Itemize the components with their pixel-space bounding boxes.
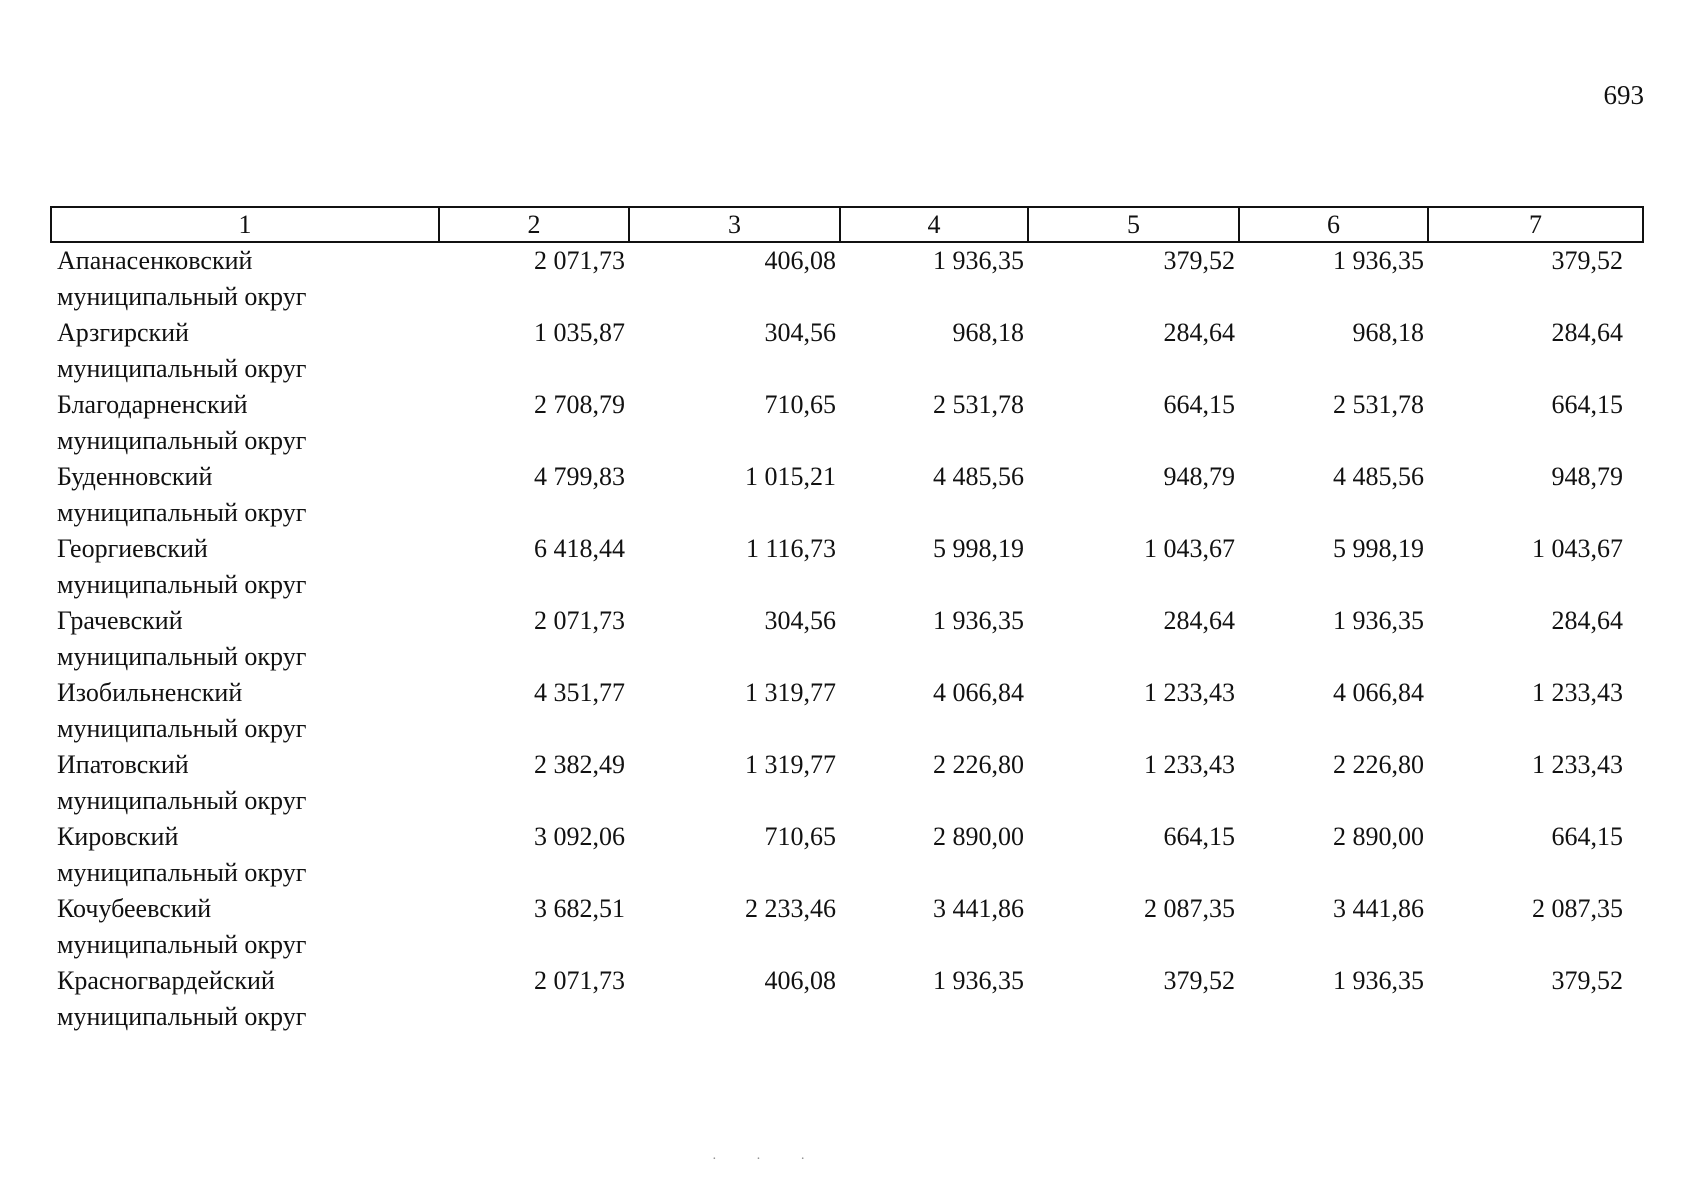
value-cell-col-3: 2 233,46 [745, 894, 836, 923]
row-name-cell: Грачевский муниципальный округ [57, 606, 307, 671]
value-cell-col-7: 284,64 [1551, 606, 1623, 635]
value-cell-col-4: 1 936,35 [933, 606, 1024, 635]
value-cell-col-7: 379,52 [1551, 966, 1623, 995]
value-cell-col-5: 379,52 [1163, 966, 1235, 995]
column-header-3: 3 [629, 207, 840, 242]
column-header-7: 7 [1428, 207, 1643, 242]
value-cell-col-6: 2 226,80 [1333, 750, 1424, 779]
value-cell-col-4: 968,18 [952, 318, 1024, 347]
row-name-cell: Кировский муниципальный округ [57, 822, 307, 887]
row-name-cell: Буденновский муниципальный округ [57, 462, 307, 527]
value-cell-col-2: 3 092,06 [534, 822, 625, 851]
value-cell-col-3: 710,65 [764, 390, 836, 419]
row-name-cell: Изобильненский муниципальный округ [57, 678, 307, 743]
value-cell-col-4: 1 936,35 [933, 246, 1024, 275]
column-header-5: 5 [1028, 207, 1239, 242]
value-cell-col-5: 1 043,67 [1144, 534, 1235, 563]
value-cell-col-6: 1 936,35 [1333, 966, 1424, 995]
value-cell-col-4: 2 226,80 [933, 750, 1024, 779]
value-cell-col-3: 1 116,73 [745, 534, 836, 563]
row-name-cell: Красногвардейский муниципальный округ [57, 966, 307, 1031]
value-cell-col-2: 1 035,87 [534, 318, 625, 347]
table-row [51, 819, 1643, 891]
value-cell-col-2: 4 799,83 [534, 462, 625, 491]
value-cell-col-5: 1 233,43 [1144, 678, 1235, 707]
value-cell-col-6: 968,18 [1352, 318, 1424, 347]
table-row [51, 747, 1643, 819]
value-cell-col-5: 284,64 [1163, 318, 1235, 347]
row-name-cell: Арзгирский муниципальный округ [57, 318, 307, 383]
table-row [51, 891, 1643, 963]
value-cell-col-7: 664,15 [1551, 390, 1623, 419]
row-name-cell: Апанасенковский муниципальный округ [57, 246, 307, 311]
value-cell-col-3: 406,08 [764, 246, 836, 275]
value-cell-col-2: 2 708,79 [534, 390, 625, 419]
value-cell-col-2: 3 682,51 [534, 894, 625, 923]
value-cell-col-3: 1 319,77 [745, 750, 836, 779]
value-cell-col-7: 1 233,43 [1532, 750, 1623, 779]
table-row [51, 459, 1643, 531]
scan-specks: · · · [712, 1152, 823, 1167]
value-cell-col-2: 2 071,73 [534, 246, 625, 275]
value-cell-col-6: 1 936,35 [1333, 246, 1424, 275]
column-header-1: 1 [51, 207, 439, 242]
table-row [51, 531, 1643, 603]
value-cell-col-4: 2 890,00 [933, 822, 1024, 851]
row-name-cell: Кочубеевский муниципальный округ [57, 894, 307, 959]
column-header-4: 4 [840, 207, 1028, 242]
value-cell-col-3: 1 319,77 [745, 678, 836, 707]
value-cell-col-6: 3 441,86 [1333, 894, 1424, 923]
value-cell-col-5: 664,15 [1163, 822, 1235, 851]
value-cell-col-4: 2 531,78 [933, 390, 1024, 419]
value-cell-col-6: 2 531,78 [1333, 390, 1424, 419]
value-cell-col-4: 4 485,56 [933, 462, 1024, 491]
value-cell-col-2: 6 418,44 [534, 534, 625, 563]
value-cell-col-2: 4 351,77 [534, 678, 625, 707]
table-row [51, 675, 1643, 747]
value-cell-col-6: 2 890,00 [1333, 822, 1424, 851]
value-cell-col-3: 710,65 [764, 822, 836, 851]
table-row [51, 963, 1643, 1035]
row-name-cell: Благодарненский муниципальный округ [57, 390, 307, 455]
value-cell-col-3: 304,56 [764, 606, 836, 635]
value-cell-col-3: 406,08 [764, 966, 836, 995]
value-cell-col-3: 1 015,21 [745, 462, 836, 491]
value-cell-col-5: 1 233,43 [1144, 750, 1235, 779]
table-row [51, 387, 1643, 459]
table-header [51, 207, 1643, 242]
value-cell-col-4: 1 936,35 [933, 966, 1024, 995]
value-cell-col-6: 1 936,35 [1333, 606, 1424, 635]
value-cell-col-2: 2 382,49 [534, 750, 625, 779]
value-cell-col-4: 3 441,86 [933, 894, 1024, 923]
value-cell-col-6: 5 998,19 [1333, 534, 1424, 563]
value-cell-col-7: 1 233,43 [1532, 678, 1623, 707]
value-cell-col-5: 948,79 [1163, 462, 1235, 491]
value-cell-col-6: 4 066,84 [1333, 678, 1424, 707]
row-name-cell: Ипатовский муниципальный округ [57, 750, 307, 815]
table-row [51, 603, 1643, 675]
table-row [51, 242, 1643, 315]
value-cell-col-7: 664,15 [1551, 822, 1623, 851]
column-header-6: 6 [1239, 207, 1428, 242]
value-cell-col-7: 379,52 [1551, 246, 1623, 275]
header-row [51, 207, 1643, 242]
value-cell-col-7: 284,64 [1551, 318, 1623, 347]
value-cell-col-2: 2 071,73 [534, 606, 625, 635]
value-cell-col-5: 2 087,35 [1144, 894, 1235, 923]
value-cell-col-5: 664,15 [1163, 390, 1235, 419]
value-cell-col-6: 4 485,56 [1333, 462, 1424, 491]
value-cell-col-7: 2 087,35 [1532, 894, 1623, 923]
value-cell-col-5: 284,64 [1163, 606, 1235, 635]
value-cell-col-4: 5 998,19 [933, 534, 1024, 563]
table-row [51, 315, 1643, 387]
table-body [51, 242, 1643, 1035]
row-name-cell: Георгиевский муниципальный округ [57, 534, 307, 599]
page-number: 693 [1603, 80, 1644, 110]
value-cell-col-5: 379,52 [1163, 246, 1235, 275]
value-cell-col-3: 304,56 [764, 318, 836, 347]
value-cell-col-2: 2 071,73 [534, 966, 625, 995]
column-header-2: 2 [439, 207, 629, 242]
data-table [50, 206, 1644, 1035]
value-cell-col-4: 4 066,84 [933, 678, 1024, 707]
data-table-container [50, 206, 1642, 1035]
value-cell-col-7: 1 043,67 [1532, 534, 1623, 563]
value-cell-col-7: 948,79 [1551, 462, 1623, 491]
